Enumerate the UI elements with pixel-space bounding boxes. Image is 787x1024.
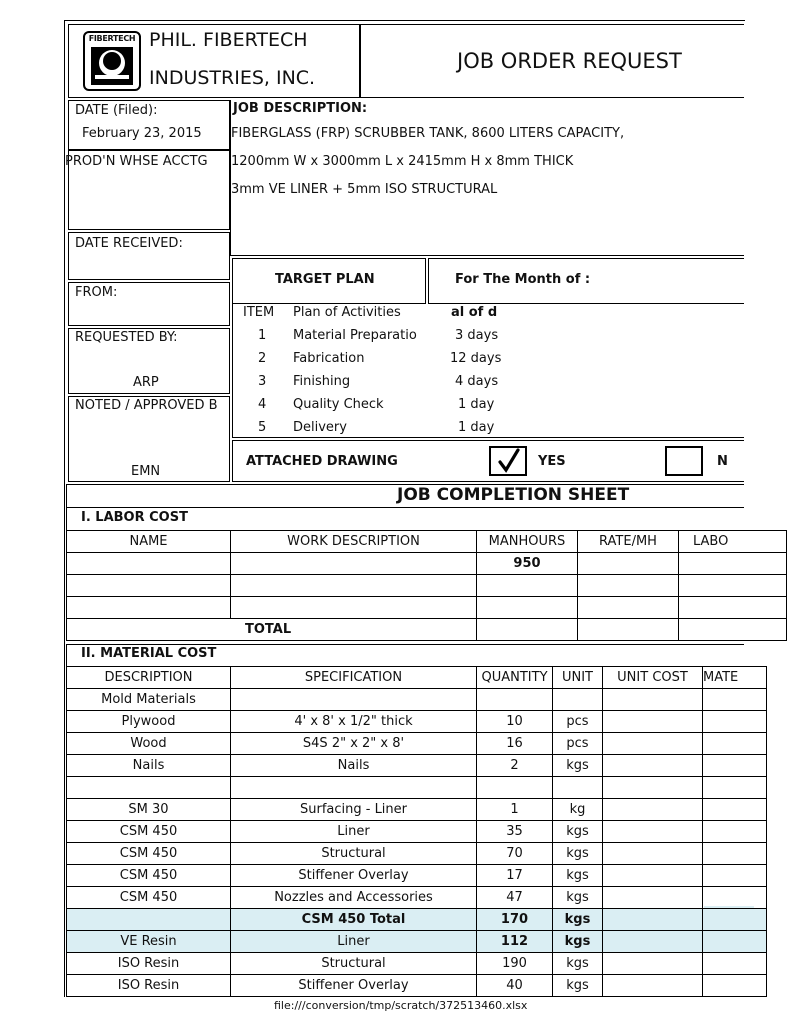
labor-header-cell: NAME [67, 531, 231, 553]
material-cell[interactable]: 112 [477, 931, 553, 953]
plan-row-duration: 3 days [455, 328, 499, 343]
material-cell[interactable]: kg [553, 799, 603, 821]
plan-header-item: ITEM [243, 305, 275, 320]
material-row [67, 865, 767, 887]
no-checkbox[interactable] [665, 446, 703, 476]
material-cell[interactable]: kgs [553, 975, 603, 997]
attached-drawing-box [232, 440, 744, 482]
material-cell[interactable]: Nozzles and Accessories [231, 887, 477, 909]
material-row [67, 733, 767, 755]
labor-header-cell: MANHOURS [477, 531, 578, 553]
date-filed-label: DATE (Filed): [75, 103, 158, 118]
material-cell[interactable]: kgs [553, 843, 603, 865]
logo-emblem-icon [85, 45, 139, 89]
labor-cell[interactable]: 950 [477, 553, 578, 575]
material-cell[interactable]: 17 [477, 865, 553, 887]
date-received-label: DATE RECEIVED: [75, 236, 183, 251]
labor-cell[interactable] [679, 619, 787, 641]
labor-cell[interactable] [578, 597, 679, 619]
plan-row-item: 3 [258, 374, 267, 389]
material-cell[interactable]: Liner [231, 931, 477, 953]
material-cell[interactable] [703, 887, 767, 909]
plan-row-activity: Material Preparatio [293, 328, 417, 343]
material-cell[interactable] [703, 777, 767, 799]
material-cell[interactable]: Stiffener Overlay [231, 865, 477, 887]
material-cell[interactable]: 2 [477, 755, 553, 777]
material-cell[interactable] [603, 975, 703, 997]
department-box [65, 150, 230, 230]
plan-header-duration: al of d [451, 305, 498, 320]
labor-header-cell: WORK DESCRIPTION [231, 531, 477, 553]
attached-drawing-label: ATTACHED DRAWING [246, 454, 398, 469]
material-cell[interactable]: Structural [231, 843, 477, 865]
labor-cell[interactable] [477, 619, 578, 641]
material-cell[interactable]: kgs [553, 887, 603, 909]
from-box [68, 282, 230, 326]
material-cell[interactable] [703, 711, 767, 733]
target-plan-label: TARGET PLAN [275, 272, 375, 287]
department-label: PROD'N WHSE ACCTG [65, 154, 208, 169]
job-description-label: JOB DESCRIPTION: [233, 101, 368, 116]
material-cell[interactable]: kgs [553, 755, 603, 777]
company-header [68, 24, 360, 98]
material-cell[interactable] [603, 733, 703, 755]
job-description-line2: 1200mm W x 3000mm L x 2415mm H x 8mm THICK [231, 154, 574, 169]
material-cell[interactable]: 190 [477, 953, 553, 975]
labor-row [67, 553, 787, 575]
labor-cell[interactable] [679, 597, 787, 619]
material-cell[interactable]: ISO Resin [67, 975, 231, 997]
completion-title: JOB COMPLETION SHEET [397, 485, 630, 505]
labor-cell[interactable] [231, 553, 477, 575]
plan-row-duration: 4 days [455, 374, 499, 389]
labor-table [66, 530, 787, 641]
material-cell[interactable] [67, 777, 231, 799]
plan-row-activity: Fabrication [293, 351, 365, 366]
target-plan-label-box [232, 258, 426, 304]
noted-label: NOTED / APPROVED B [75, 398, 218, 413]
material-cell[interactable]: Nails [67, 755, 231, 777]
material-cell[interactable] [603, 711, 703, 733]
no-label: N [717, 454, 728, 469]
material-cell[interactable]: kgs [553, 909, 603, 931]
plan-row-activity: Delivery [293, 420, 347, 435]
labor-cell[interactable] [679, 553, 787, 575]
labor-cell[interactable] [477, 597, 578, 619]
material-section-header [66, 644, 744, 666]
labor-row [67, 597, 787, 619]
labor-cell[interactable] [67, 597, 231, 619]
material-row [67, 887, 767, 909]
labor-header-row [67, 531, 787, 553]
material-cell[interactable] [231, 777, 477, 799]
plan-header-activity: Plan of Activities [293, 305, 401, 320]
material-cell[interactable]: kgs [553, 821, 603, 843]
date-filed-box [68, 100, 230, 150]
plan-row-item: 5 [258, 420, 267, 435]
material-cell[interactable]: CSM 450 Total [231, 909, 477, 931]
labor-header-cell: RATE/MH [578, 531, 679, 553]
material-cell[interactable] [703, 953, 767, 975]
material-cell[interactable] [703, 931, 767, 953]
title-box [360, 24, 744, 98]
labor-section-header [66, 508, 744, 530]
job-description-line1: FIBERGLASS (FRP) SCRUBBER TANK, 8600 LITERS CAPACITY, [231, 126, 625, 141]
material-cell[interactable]: 16 [477, 733, 553, 755]
material-cell[interactable] [603, 799, 703, 821]
month-box [428, 258, 744, 304]
material-row [67, 843, 767, 865]
material-cell[interactable] [603, 887, 703, 909]
material-cell[interactable]: pcs [553, 733, 603, 755]
material-cell[interactable]: Surfacing - Liner [231, 799, 477, 821]
logo-text: FIBERTECH [88, 34, 136, 43]
noted-box [68, 396, 230, 482]
form-title: JOB ORDER REQUEST [457, 49, 682, 73]
material-cell[interactable] [703, 909, 767, 931]
material-row [67, 821, 767, 843]
plan-table [232, 304, 744, 438]
material-cell[interactable]: 47 [477, 887, 553, 909]
labor-cell[interactable] [231, 597, 477, 619]
material-cell[interactable]: Structural [231, 953, 477, 975]
company-logo [83, 31, 141, 91]
from-label: FROM: [75, 285, 118, 300]
requested-by-value: ARP [133, 375, 159, 390]
plan-row-item: 2 [258, 351, 267, 366]
yes-checkbox[interactable] [489, 446, 527, 476]
material-cell[interactable] [703, 799, 767, 821]
material-header-cell: MATE [703, 667, 767, 689]
material-cell[interactable] [703, 821, 767, 843]
company-name-line2: INDUSTRIES, INC. [149, 67, 316, 89]
material-row [67, 953, 767, 975]
job-description-line3: 3mm VE LINER + 5mm ISO STRUCTURAL [231, 182, 498, 197]
material-cell[interactable]: CSM 450 [67, 843, 231, 865]
material-cell[interactable]: 170 [477, 909, 553, 931]
labor-total-row [67, 619, 787, 641]
material-cell[interactable] [553, 689, 603, 711]
material-cell[interactable] [703, 755, 767, 777]
material-cell[interactable]: CSM 450 [67, 865, 231, 887]
footer-file-path: file:///conversion/tmp/scratch/372513460.xlsx [274, 999, 528, 1012]
material-cell[interactable]: SM 30 [67, 799, 231, 821]
labor-cell[interactable] [477, 575, 578, 597]
material-cell[interactable]: 70 [477, 843, 553, 865]
material-cell[interactable] [553, 777, 603, 799]
material-cell[interactable] [477, 777, 553, 799]
material-cell[interactable] [703, 733, 767, 755]
material-cell[interactable] [67, 909, 231, 931]
material-cell[interactable]: Plywood [67, 711, 231, 733]
month-label: For The Month of : [455, 272, 591, 287]
plan-row-duration: 1 day [458, 397, 495, 412]
checkmark-icon [491, 448, 525, 474]
requested-by-label: REQUESTED BY: [75, 330, 178, 345]
labor-header-cell: LABO [679, 531, 787, 553]
labor-table-clip [66, 530, 744, 644]
labor-cell[interactable] [578, 553, 679, 575]
material-cell[interactable]: 1 [477, 799, 553, 821]
material-cell[interactable]: VE Resin [67, 931, 231, 953]
material-cell[interactable] [477, 689, 553, 711]
plan-row-duration: 12 days [450, 351, 502, 366]
material-row [67, 777, 767, 799]
labor-section-label: I. LABOR COST [81, 510, 188, 525]
material-row [67, 909, 767, 931]
material-cell[interactable] [231, 689, 477, 711]
material-header-row [67, 667, 767, 689]
material-cell[interactable]: 4' x 8' x 1/2" thick [231, 711, 477, 733]
job-description-box [230, 100, 744, 256]
material-cell[interactable]: Stiffener Overlay [231, 975, 477, 997]
material-row [67, 931, 767, 953]
material-cell[interactable]: kgs [553, 865, 603, 887]
material-header-cell: UNIT [553, 667, 603, 689]
material-cell[interactable] [703, 975, 767, 997]
material-cell[interactable]: 10 [477, 711, 553, 733]
material-section-label: II. MATERIAL COST [81, 646, 217, 661]
material-cell[interactable]: kgs [553, 953, 603, 975]
plan-row-duration: 1 day [458, 420, 495, 435]
yes-label: YES [538, 454, 566, 469]
material-row [67, 755, 767, 777]
material-cell[interactable]: S4S 2" x 2" x 8' [231, 733, 477, 755]
material-row [67, 689, 767, 711]
material-cell[interactable]: kgs [553, 931, 603, 953]
material-cell[interactable]: Mold Materials [67, 689, 231, 711]
completion-title-box [66, 484, 744, 508]
plan-row-item: 4 [258, 397, 267, 412]
material-cell[interactable] [603, 755, 703, 777]
material-cell[interactable]: Wood [67, 733, 231, 755]
material-header-cell: DESCRIPTION [67, 667, 231, 689]
material-cell[interactable] [703, 689, 767, 711]
material-row [67, 711, 767, 733]
material-header-cell: SPECIFICATION [231, 667, 477, 689]
material-cell[interactable]: Liner [231, 821, 477, 843]
material-cell[interactable] [603, 843, 703, 865]
labor-total-label: TOTAL [67, 619, 477, 641]
labor-cell[interactable] [679, 575, 787, 597]
material-cell[interactable]: CSM 450 [67, 887, 231, 909]
material-cell[interactable]: 40 [477, 975, 553, 997]
labor-cell[interactable] [67, 553, 231, 575]
material-cell[interactable] [603, 777, 703, 799]
material-cell[interactable] [603, 689, 703, 711]
labor-row [67, 575, 787, 597]
material-row [67, 799, 767, 821]
plan-row-activity: Quality Check [293, 397, 384, 412]
noted-value: EMN [131, 464, 161, 479]
company-name-line1: PHIL. FIBERTECH [149, 29, 308, 51]
material-cell[interactable] [603, 909, 703, 931]
material-row [67, 975, 767, 997]
material-cell[interactable] [703, 843, 767, 865]
plan-row-activity: Finishing [293, 374, 351, 389]
material-cell[interactable]: 35 [477, 821, 553, 843]
material-cell[interactable]: Nails [231, 755, 477, 777]
labor-cell[interactable] [231, 575, 477, 597]
date-filed-value: February 23, 2015 [82, 126, 202, 141]
labor-cell[interactable] [578, 619, 679, 641]
material-header-cell: UNIT COST [603, 667, 703, 689]
requested-by-box [68, 328, 230, 394]
plan-row-item: 1 [258, 328, 267, 343]
date-received-box [68, 232, 230, 280]
labor-cell[interactable] [67, 575, 231, 597]
material-cell[interactable] [603, 931, 703, 953]
material-cell[interactable] [603, 821, 703, 843]
material-table-clip [66, 666, 739, 996]
material-header-cell: QUANTITY [477, 667, 553, 689]
material-cell[interactable] [603, 953, 703, 975]
labor-cell[interactable] [578, 575, 679, 597]
material-cell[interactable] [603, 865, 703, 887]
material-cell[interactable] [703, 865, 767, 887]
material-cell[interactable]: CSM 450 [67, 821, 231, 843]
material-cell[interactable]: ISO Resin [67, 953, 231, 975]
material-cell[interactable]: pcs [553, 711, 603, 733]
material-table [66, 666, 767, 997]
